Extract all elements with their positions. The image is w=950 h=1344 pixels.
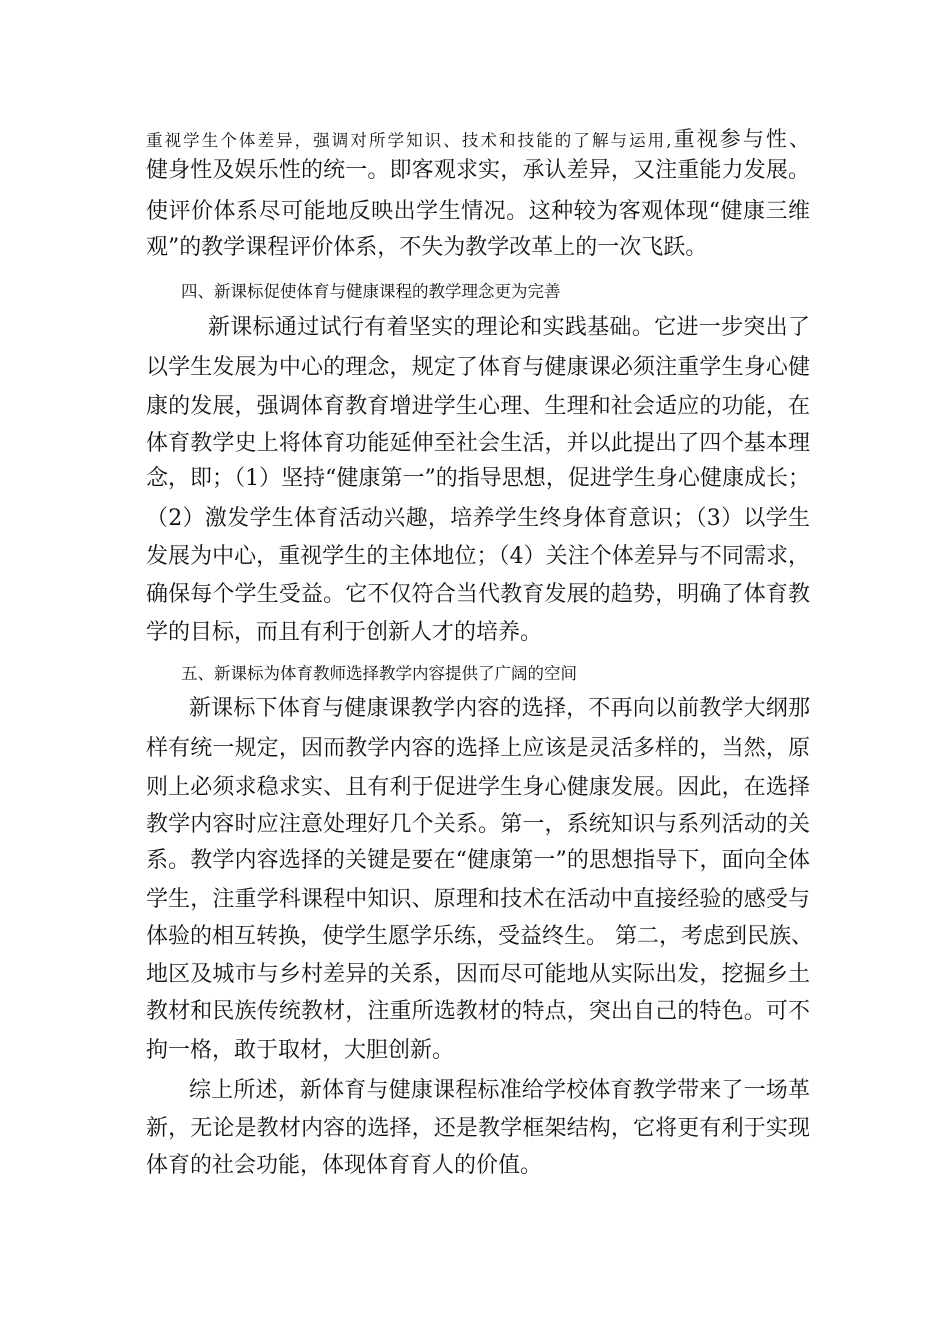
paragraph-line: 拘一格，敢于取材，大胆创新。: [146, 1038, 455, 1063]
paragraph-line: 新课标通过试行有着坚实的理论和实践基础。它进一步突出了: [208, 315, 810, 340]
paragraph-line: （2）激发学生体育活动兴趣，培养学生终身体育意识；（3）以学生: [146, 506, 810, 531]
paragraph-line: 新课标下体育与健康课教学内容的选择，不再向以前教学大纲那: [189, 696, 810, 721]
paragraph-line: 体育教学史上将体育功能延伸至社会生活，并以此提出了四个基本理: [146, 431, 810, 456]
paragraph-line: 以学生发展为中心的理念，规定了体育与健康课必须注重学生身心健: [146, 355, 810, 380]
paragraph-line: 则上必须求稳求实、且有利于促进学生身心健康发展。因此，在选择: [146, 775, 810, 800]
paragraph-segment: 重视参与性、: [671, 127, 811, 151]
paragraph-line: 新，无论是教材内容的选择，还是教学框架结构，它将更有利于实现: [146, 1116, 810, 1141]
paragraph-segment: 重视学生个体差异，强调对所学知识、技术和技能的了解与运用,: [146, 131, 672, 150]
paragraph-line: [146, 124, 810, 156]
paragraph-line: 系。教学内容选择的关键是要在“健康第一”的思想指导下，面向全体: [146, 848, 810, 873]
section-heading: 四、新课标促使体育与健康课程的教学理念更为完善: [181, 282, 561, 301]
paragraph-line: 使评价体系尽可能地反映出学生情况。这种较为客观体现“健康三维: [146, 199, 810, 224]
paragraph-line: 综上所述，新体育与健康课程标准给学校体育教学带来了一场革: [189, 1078, 810, 1103]
paragraph-line: 念，即；（1）坚持“健康第一”的指导思想，促进学生身心健康成长；: [146, 466, 810, 491]
paragraph-line: 康的发展，强调体育教育增进学生心理、生理和社会适应的功能，在: [146, 394, 810, 419]
paragraph-line: 样有统一规定，因而教学内容的选择上应该是灵活多样的，当然，原: [146, 736, 810, 761]
paragraph-line: 体验的相互转换，使学生愿学乐练，受益终生。 第二，考虑到民族、: [146, 924, 813, 949]
paragraph-line: 教学内容时应注意处理好几个关系。第一，系统知识与系列活动的关: [146, 812, 810, 837]
paragraph-line: 发展为中心，重视学生的主体地位；（4）关注个体差异与不同需求，: [146, 544, 810, 569]
paragraph-line: 体育的社会功能，体现体育育人的价值。: [146, 1153, 543, 1178]
paragraph-line: 学生，注重学科课程中知识、原理和技术在活动中直接经验的感受与: [146, 887, 810, 912]
paragraph-line: 学的目标，而且有利于创新人才的培养。: [146, 620, 543, 645]
paragraph-line: 地区及城市与乡村差异的关系，因而尽可能地从实际出发，挖掘乡土: [146, 962, 810, 987]
paragraph-line: 教材和民族传统教材，注重所选教材的特点，突出自己的特色。可不: [146, 999, 810, 1024]
paragraph-line: 观”的教学课程评价体系，不失为教学改革上的一次飞跃。: [146, 235, 708, 260]
paragraph-line: 确保每个学生受益。它不仅符合当代教育发展的趋势，明确了体育教: [146, 582, 810, 607]
paragraph-line: 健身性及娱乐性的统一。即客观求实，承认差异，又注重能力发展。: [146, 158, 810, 183]
section-heading: 五、新课标为体育教师选择教学内容提供了广阔的空间: [181, 664, 577, 683]
